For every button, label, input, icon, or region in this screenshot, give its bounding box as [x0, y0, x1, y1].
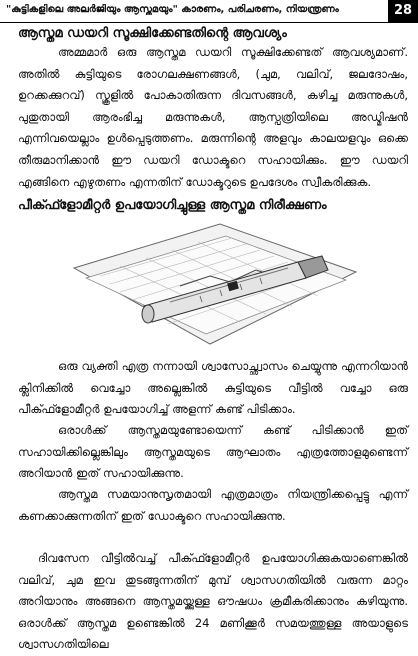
paragraph-peak-flow-daily: ദിവസേന വീട്ടിൽവച്ച് പീക്ഫ്ളോമീറ്റർ ഉപയോഗിക്കുകയാണെങ്കിൽ വലിവ്, ചുമ ഇവ തുടങ്ങുന്നതിന് മുമ്പ് ശ്വാസഗതിയിൽ വരുന്ന മാറ്റം അറിയാനും അങ്ങനെ ആസ്തമയ്ക്കുള്ള ഔഷധം ക്രമീകരിക്കാനും കഴിയുന്നു. ഒരാൾക്ക് ആസ്തമ ഉണ്ടെങ്കിൽ 24 മണിക്കൂർ സമയത്തുള്ള അയാളുടെ ശ്വാസഗതിയിലെ — [18, 551, 408, 652]
paragraph-peak-flow-intro: ഒരു വ്യക്തി എത്ര നന്നായി ശ്വാസോച്ഛ്വാസം ചെയ്യുന്നു എന്നറിയാൻ ക്ലിനിക്കിൽ വെച്ചോ അല്ലെങ്കിൽ കുട്ടിയുടെ വീട്ടിൽ വച്ചോ ഒരു പീക്ഫ്ളോമീറ്റർ ഉപയോഗിച്ച് അളന്ന് കണ്ട് പിടിക്കാം. — [18, 359, 408, 417]
running-header — [0, 0, 418, 23]
section-heading-peak-flow: പീക്ഫ്ളോമീറ്റർ ഉപയോഗിച്ചുള്ള ആസ്തമ നിരീക്ഷണം — [18, 198, 327, 213]
section-heading-asthma-diary: ആസ്തമ ഡയറി സൂക്ഷിക്കേണ്ടതിന്റെ ആവശ്യം — [18, 26, 287, 41]
chart-papers — [74, 224, 356, 344]
book-title: "കുട്ടികളിലെ അലർജിയും ആസ്തമയും" കാരണം, പരിചരണം, നിയന്ത്രണം — [6, 4, 339, 15]
page-number: 28 — [388, 0, 418, 22]
peak-flow-meter-illustration — [60, 216, 360, 354]
paragraph-peak-flow-severity: ഒരാൾക്ക് ആസ്തമയുണ്ടോയെന്ന് കണ്ട് പിടിക്കാൻ ഇത് സഹായിക്കില്ലെങ്കിലും ആസ്തമയുടെ ആഘാതം എത്രത്തോളമുണ്ടെന്ന് അറിയാൻ ഇത് സഹായിക്കുന്നു. — [18, 423, 408, 481]
paragraph-peak-flow-control: ആസ്തമ സമയാനുസൃതമായി എത്രമാത്രം നിയന്ത്രിക്കപ്പെട്ടു എന്ന് കണക്കാക്കുന്നതിന് ഇത് ഡോക്ടറെ സഹായിക്കുന്നു. — [18, 487, 408, 523]
paragraph-asthma-diary: അമ്മമാർ ഒരു ആസ്തമ ഡയറി സൂക്ഷിക്കേണ്ടത് ആവശ്യമാണ്. അതിൽ കുട്ടിയുടെ രോഗലക്ഷണങ്ങൾ, (ചുമ, വലിവ്, ജലദോഷം, ഉറക്കക്കുറവ്) സ്കൂളിൽ പോകാതിരുന്ന ദിവസങ്ങൾ, കഴിച്ച മരുന്നുകൾ, പുതുതായി ആരംഭിച്ച മരുന്നുകൾ, ആസ്പത്രിയിലെ അഡ്മിഷൻ എന്നിവയെല്ലാം ഉൾപ്പെടുത്തണം. മരുന്നിന്റെ അളവും കാലയളവും ഒക്കെ തീരുമാനിക്കാൻ ഈ ഡയറി ഡോക്ടറെ സഹായിക്കും. ഈ ഡയറി എങ്ങിനെ എഴുതണം എന്നതിന് ഡോക്ടറുടെ ഉപദേശം സ്വീകരിക്കുക. — [18, 45, 408, 189]
